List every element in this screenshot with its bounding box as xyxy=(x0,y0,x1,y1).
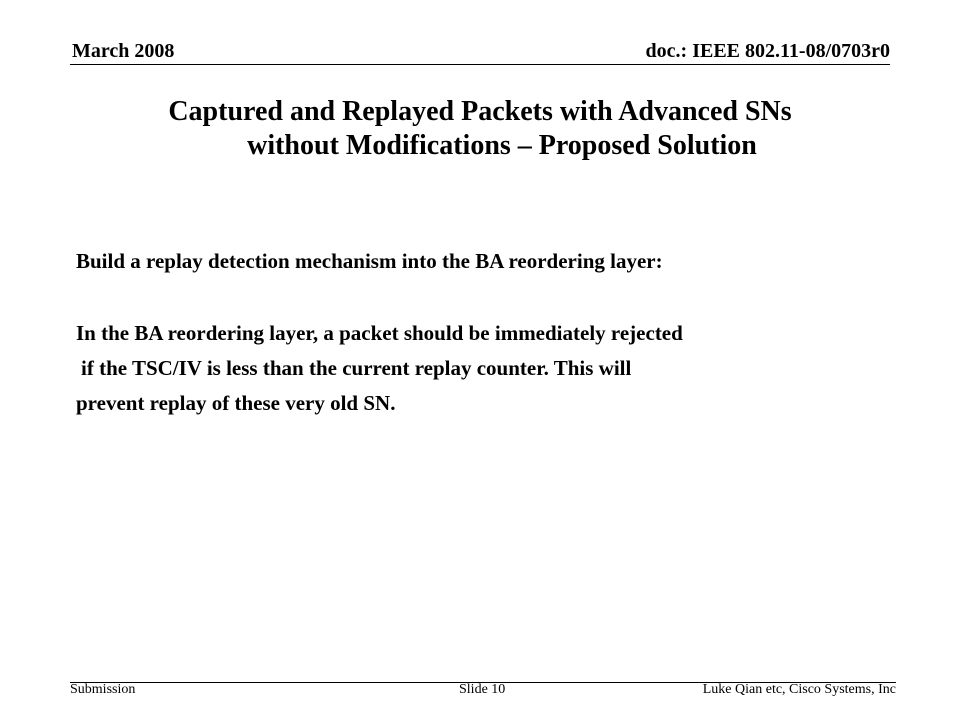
slide-title-line-1: Captured and Replayed Packets with Advanced SNs xyxy=(168,96,792,127)
body-paragraph-2-line-3: prevent replay of these very old SN. xyxy=(76,391,396,415)
body-paragraph-2-line-2: if the TSC/IV is less than the current replay counter. This will xyxy=(81,356,632,380)
slide-body xyxy=(76,244,900,421)
footer-slide-number: Slide 10 xyxy=(459,682,506,697)
slide-title xyxy=(70,95,890,163)
header-divider xyxy=(70,64,890,65)
footer-submission: Submission xyxy=(70,682,136,697)
slide-title-line-2: without Modifications – Proposed Solution xyxy=(247,130,757,161)
body-paragraph-2-line-1: In the BA reordering layer, a packet should be immediately rejected xyxy=(76,321,683,345)
header-doc-id: doc.: IEEE 802.11-08/0703r0 xyxy=(645,40,890,62)
footer-author: Luke Qian etc, Cisco Systems, Inc xyxy=(702,682,896,697)
body-paragraph-1: Build a replay detection mechanism into the BA reordering layer: xyxy=(76,249,663,273)
header-date: March 2008 xyxy=(72,40,175,62)
paragraph-spacer xyxy=(76,279,900,316)
